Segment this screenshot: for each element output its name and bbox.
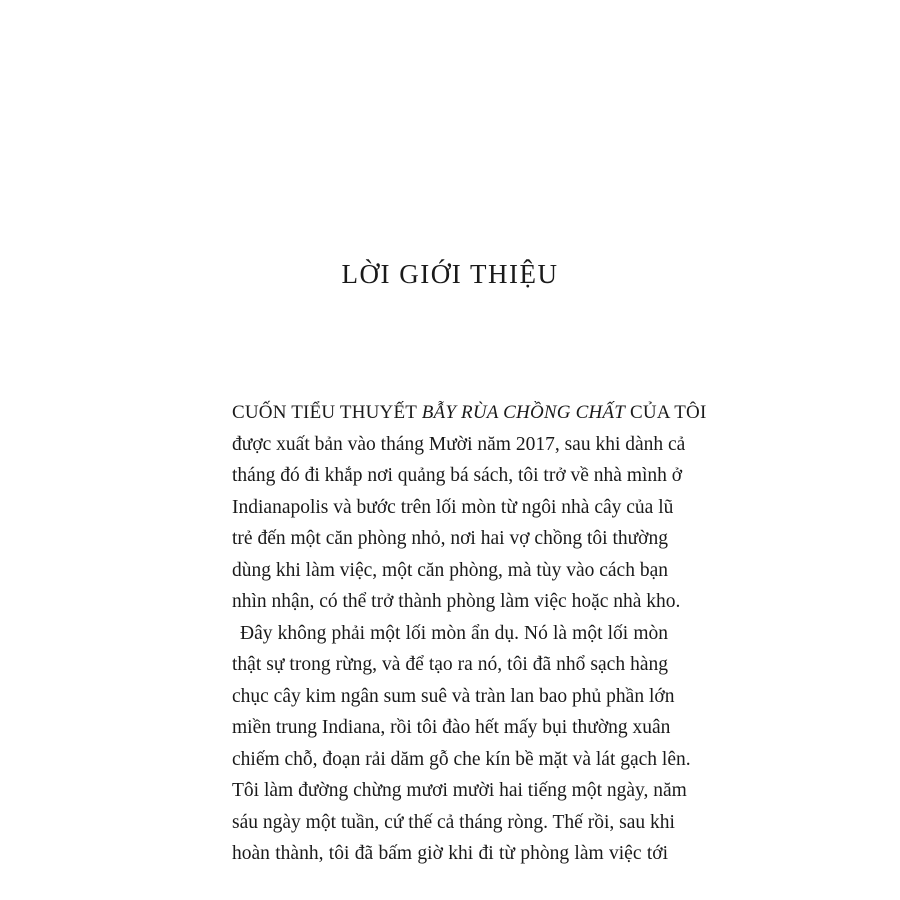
book-title: BẪY RÙA CHỒNG CHẤT	[421, 402, 625, 423]
text-line: Tôi làm đường chừng mươi mười hai tiếng một ngày, năm	[232, 780, 687, 801]
text-line: miền trung Indiana, rồi tôi đào hết mấy bụi thường xuân	[232, 717, 671, 738]
chapter-title: LỜI GIỚI THIỆU	[341, 259, 559, 289]
text-line: chiếm chỗ, đoạn rải dăm gỗ che kín bề mặt và lát gạch lên.	[232, 748, 691, 770]
paragraph-start-line: Đây không phải một lối mòn ẩn dụ. Nó là một lối mòn	[240, 622, 668, 644]
text-line: tháng đó đi khắp nơi quảng bá sách, tôi trở về nhà mình ở	[232, 465, 683, 486]
text-line: dùng khi làm việc, một căn phòng, mà tùy vào cách bạn	[232, 559, 668, 581]
opening-lead: CUỐN TIỂU THUYẾT	[232, 402, 422, 423]
text-line: nhìn nhận, có thể trở thành phòng làm việc hoặc nhà kho.	[232, 591, 681, 612]
text-line: hoàn thành, tôi đã bấm giờ khi đi từ phòng làm việc tới	[232, 843, 668, 864]
text-line: chục cây kim ngân sum suê và tràn lan bao phủ phần lớn	[232, 685, 675, 707]
body-text	[232, 397, 707, 870]
opening-line	[232, 397, 707, 429]
text-line: thật sự trong rừng, và để tạo ra nó, tôi đã nhổ sạch hàng	[232, 654, 668, 675]
opening-tail: CỦA TÔI	[625, 402, 707, 423]
text-line: Indianapolis và bước trên lối mòn từ ngôi nhà cây của lũ	[232, 496, 674, 518]
text-line: sáu ngày một tuần, cứ thế cả tháng ròng. Thế rồi, sau khi	[232, 811, 675, 833]
text-line: trẻ đến một căn phòng nhỏ, nơi hai vợ chồng tôi thường	[232, 528, 668, 549]
text-line: được xuất bản vào tháng Mười năm 2017, sau khi dành cả	[232, 433, 686, 455]
